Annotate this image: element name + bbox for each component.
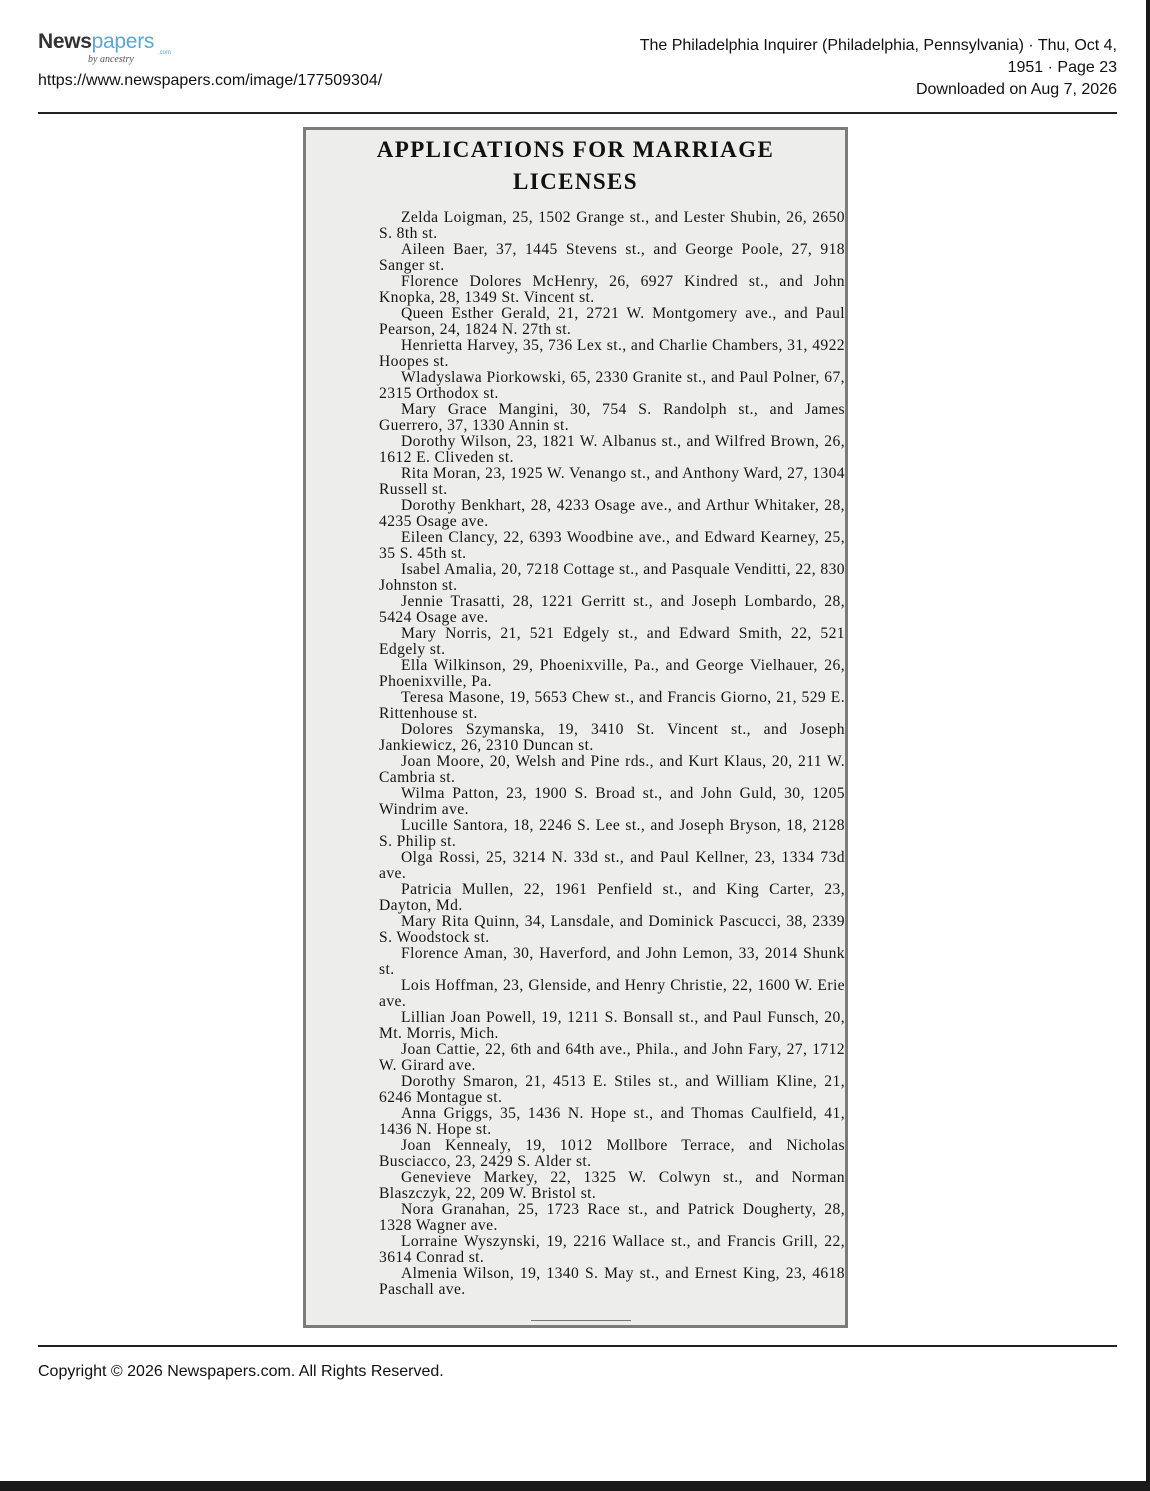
license-entry: Olga Rossi, 25, 3214 N. 33d st., and Paul Kellner, 23, 1334 73d ave. xyxy=(379,849,845,882)
license-entry: Zelda Loigman, 25, 1502 Grange st., and Lester Shubin, 26, 2650 S. 8th st. xyxy=(379,209,845,242)
license-entry: Almenia Wilson, 19, 1340 S. May st., and Ernest King, 23, 4618 Paschall ave. xyxy=(379,1265,845,1298)
license-entry: Florence Aman, 30, Haverford, and John Lemon, 33, 2014 Shunk st. xyxy=(379,945,845,978)
license-entry: Wilma Patton, 23, 1900 S. Broad st., and John Guld, 30, 1205 Windrim ave. xyxy=(379,785,845,818)
license-entry: Queen Esther Gerald, 21, 2721 W. Montgomery ave., and Paul Pearson, 24, 1824 N. 27th st. xyxy=(379,305,845,338)
newspapers-logo[interactable] xyxy=(38,30,238,70)
clipping-title-line-1: APPLICATIONS FOR MARRIAGE xyxy=(376,137,775,162)
license-entry: Lorraine Wyszynski, 19, 2216 Wallace st., and Francis Grill, 22, 3614 Conrad st. xyxy=(379,1233,845,1266)
right-edge-bar xyxy=(1146,0,1150,1491)
logo-com-suffix: .com xyxy=(158,50,172,56)
license-entry: Teresa Masone, 19, 5653 Chew st., and Francis Giorno, 21, 529 E. Rittenhouse st. xyxy=(379,689,845,722)
license-entry: Eileen Clancy, 22, 6393 Woodbine ave., and Edward Kearney, 25, 35 S. 45th st. xyxy=(379,529,845,562)
license-entry: Rita Moran, 23, 1925 W. Venango st., and Anthony Ward, 27, 1304 Russell st. xyxy=(379,465,845,498)
image-url[interactable]: https://www.newspapers.com/image/177509304/ xyxy=(38,72,383,89)
license-entry: Dorothy Benkhart, 28, 4233 Osage ave., and Arthur Whitaker, 28, 4235 Osage ave. xyxy=(379,497,845,530)
source-line-1: The Philadelphia Inquirer (Philadelphia, Pennsylvania) · Thu, Oct 4, xyxy=(639,37,1117,54)
license-entry: Dorothy Smaron, 21, 4513 E. Stiles st., and William Kline, 21, 6246 Montague st. xyxy=(379,1073,845,1106)
copyright-notice: Copyright © 2026 Newspapers.com. All Rights Reserved. xyxy=(38,1363,444,1380)
license-entry: Mary Rita Quinn, 34, Lansdale, and Dominick Pascucci, 38, 2339 S. Woodstock st. xyxy=(379,913,845,946)
license-entry: Wladyslawa Piorkowski, 65, 2330 Granite st., and Paul Polner, 67, 2315 Orthodox st. xyxy=(379,369,845,402)
footer-divider xyxy=(38,1345,1117,1347)
clipping-title xyxy=(306,134,845,198)
source-line-2: 1951 · Page 23 xyxy=(1007,59,1117,76)
license-entry: Henrietta Harvey, 35, 736 Lex st., and Charlie Chambers, 31, 4922 Hoopes st. xyxy=(379,337,845,370)
license-entry: Mary Grace Mangini, 30, 754 S. Randolph st., and James Guerrero, 37, 1330 Annin st. xyxy=(379,401,845,434)
license-entry: Mary Norris, 21, 521 Edgely st., and Edward Smith, 22, 521 Edgely st. xyxy=(379,625,845,658)
license-entry: Florence Dolores McHenry, 26, 6927 Kindred st., and John Knopka, 28, 1349 St. Vincent st. xyxy=(379,273,845,306)
license-entry: Joan Moore, 20, Welsh and Pine rds., and Kurt Klaus, 20, 211 W. Cambria st. xyxy=(379,753,845,786)
license-entry: Dorothy Wilson, 23, 1821 W. Albanus st., and Wilfred Brown, 26, 1612 E. Cliveden st. xyxy=(379,433,845,466)
clipping-end-rule xyxy=(531,1320,631,1321)
license-entry: Joan Cattie, 22, 6th and 64th ave., Phila., and John Fary, 27, 1712 W. Girard ave. xyxy=(379,1041,845,1074)
license-entry: Patricia Mullen, 22, 1961 Penfield st., and King Carter, 23, Dayton, Md. xyxy=(379,881,845,914)
downloaded-date: Downloaded on Aug 7, 2026 xyxy=(915,81,1117,98)
license-entry: Isabel Amalia, 20, 7218 Cottage st., and Pasquale Venditti, 22, 830 Johnston st. xyxy=(379,561,845,594)
license-entry: Anna Griggs, 35, 1436 N. Hope st., and Thomas Caulfield, 41, 1436 N. Hope st. xyxy=(379,1105,845,1138)
license-entry: Aileen Baer, 37, 1445 Stevens st., and George Poole, 27, 918 Sanger st. xyxy=(379,241,845,274)
license-entry: Genevieve Markey, 22, 1325 W. Colwyn st., and Norman Blaszczyk, 22, 209 W. Bristol st. xyxy=(379,1169,845,1202)
license-entry: Lois Hoffman, 23, Glenside, and Henry Christie, 22, 1600 W. Erie ave. xyxy=(379,977,845,1010)
license-entry: Lucille Santora, 18, 2246 S. Lee st., and Joseph Bryson, 18, 2128 S. Philip st. xyxy=(379,817,845,850)
clipping-body xyxy=(379,210,845,1298)
newspaper-clipping xyxy=(303,127,848,1328)
logo-wordmark: Newspapers xyxy=(38,30,155,53)
header-divider xyxy=(38,112,1117,114)
license-entry: Joan Kennealy, 19, 1012 Mollbore Terrace, and Nicholas Busciacco, 23, 2429 S. Alder st. xyxy=(379,1137,845,1170)
license-entry: Dolores Szymanska, 19, 3410 St. Vincent st., and Joseph Jankiewicz, 26, 2310 Duncan st. xyxy=(379,721,845,754)
license-entry: Lillian Joan Powell, 19, 1211 S. Bonsall st., and Paul Funsch, 20, Mt. Morris, Mich. xyxy=(379,1009,845,1042)
clipping-title-line-2: LICENSES xyxy=(513,169,638,194)
license-entry: Ella Wilkinson, 29, Phoenixville, Pa., and George Vielhauer, 26, Phoenixville, Pa. xyxy=(379,657,845,690)
source-info xyxy=(557,35,1117,101)
license-entry: Jennie Trasatti, 28, 1221 Gerritt st., and Joseph Lombardo, 28, 5424 Osage ave. xyxy=(379,593,845,626)
logo-ancestry-tagline: by ancestry xyxy=(88,54,134,65)
license-entry: Nora Granahan, 25, 1723 Race st., and Patrick Dougherty, 28, 1328 Wagner ave. xyxy=(379,1201,845,1234)
bottom-edge-bar xyxy=(0,1481,1150,1491)
